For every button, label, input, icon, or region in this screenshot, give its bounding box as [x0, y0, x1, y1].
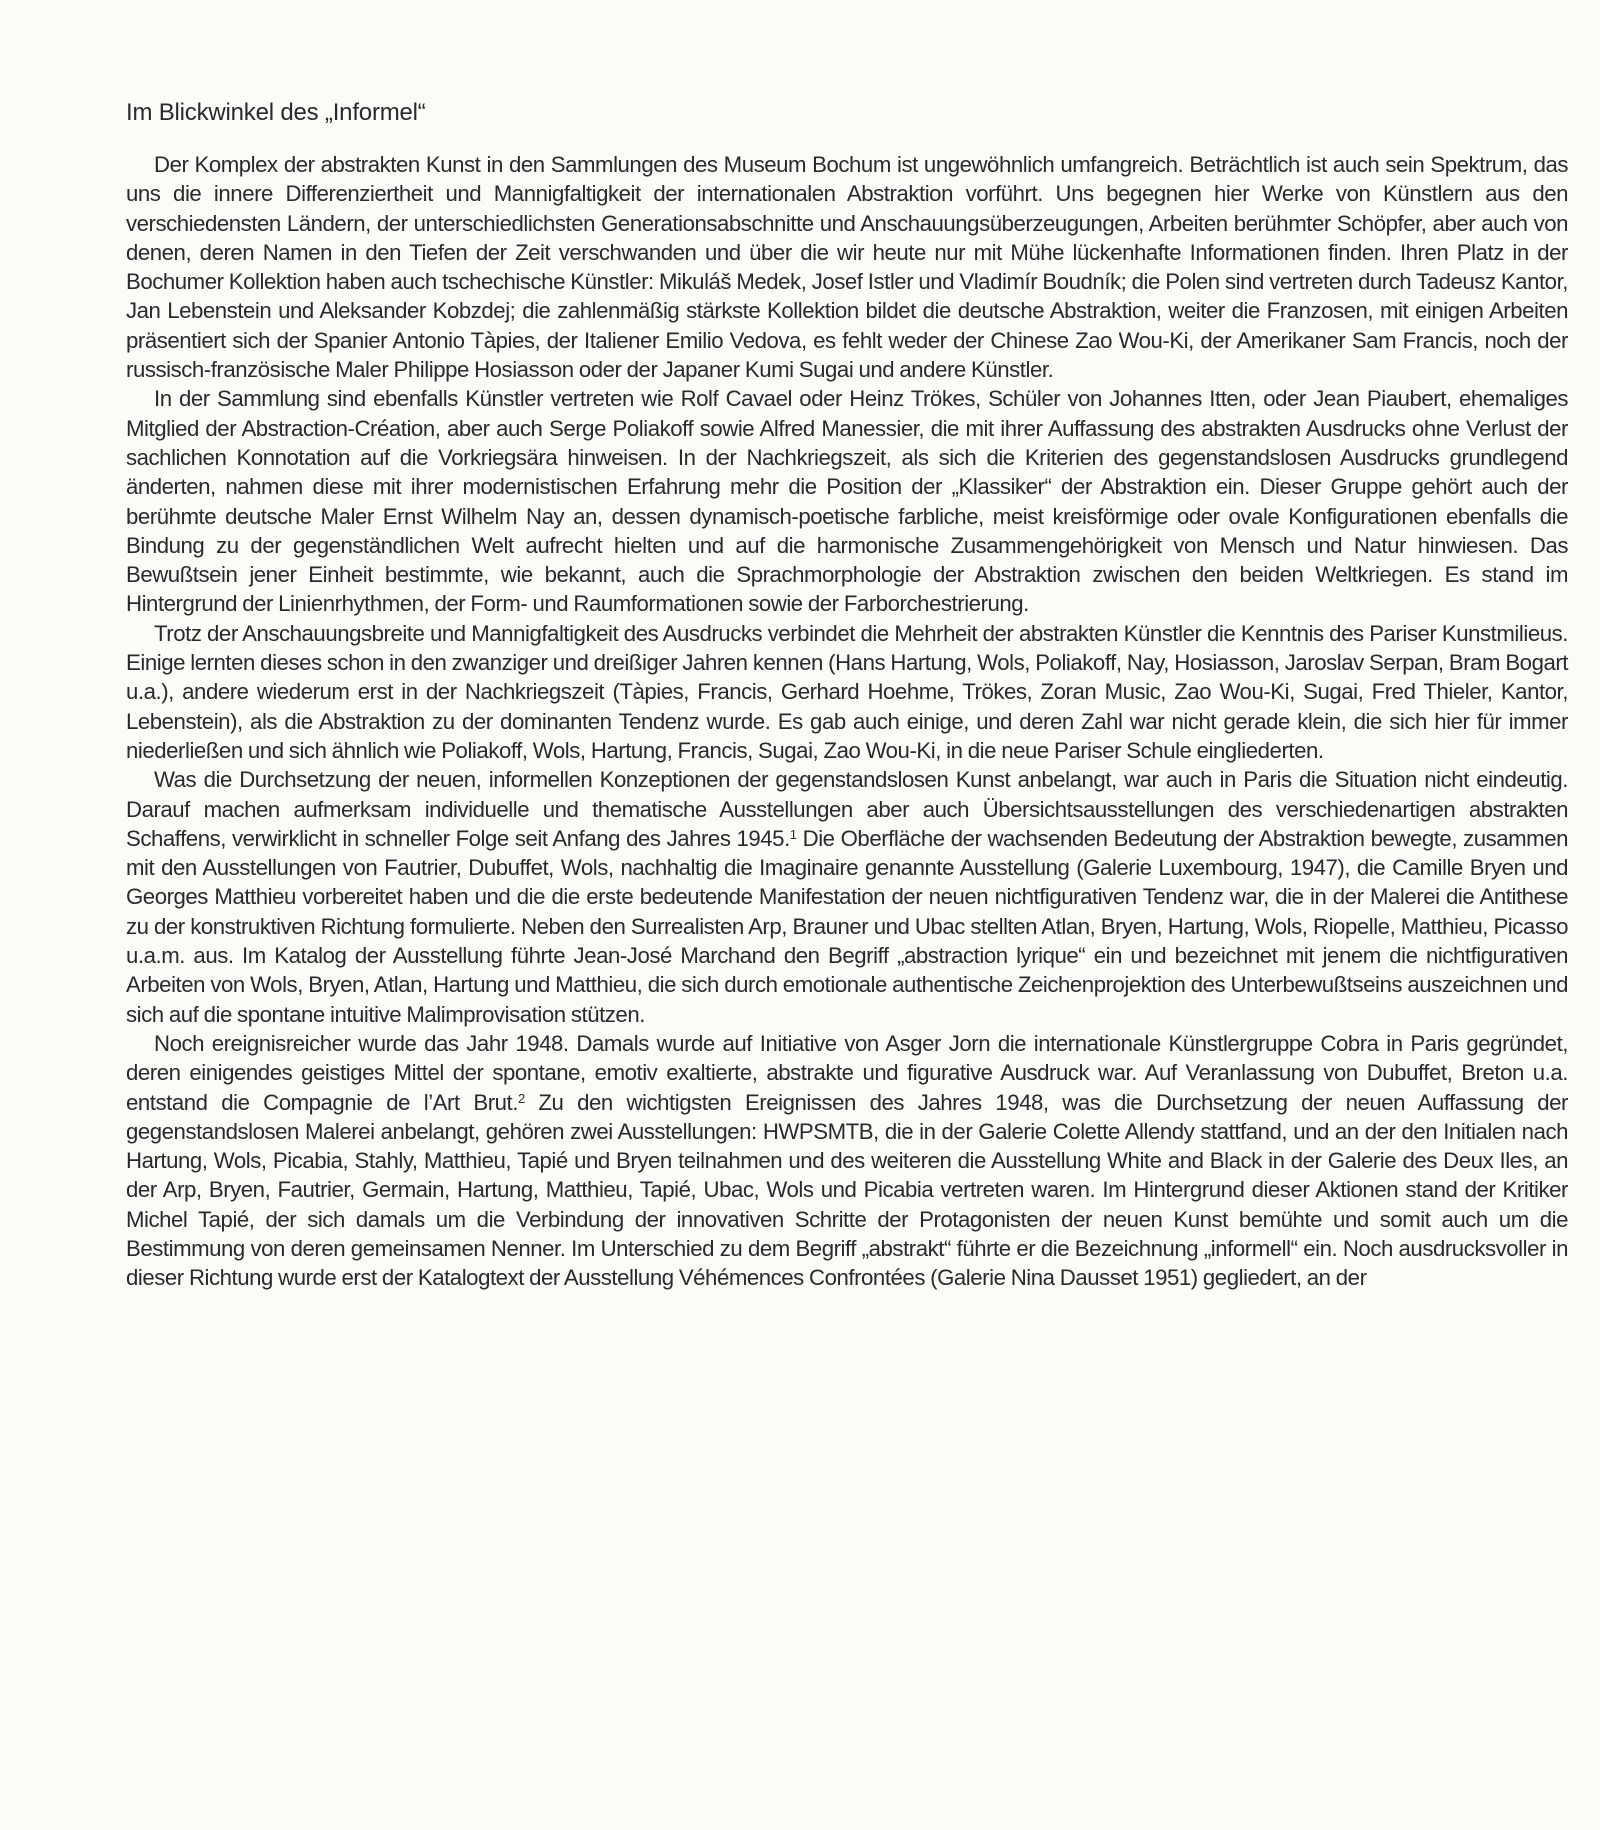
paragraph-4 [126, 765, 1568, 1029]
paragraph-5 [126, 1029, 1568, 1293]
paragraph-1: Der Komplex der abstrakten Kunst in den Sammlungen des Museum Bochum ist ungewöhnlich umfangreich. Beträchtlich ist auch sein Spektrum, das uns die innere Differenziertheit und Mannigfaltigkeit der internationalen Abstraktion vorführt. Uns begegnen hier Werke von Künstlern aus den verschiedensten Ländern, der unterschiedlichsten Generationsabschnitte und Anschauungsüberzeugungen, Arbeiten berühmter Schöpfer, aber auch von denen, deren Namen in den Tiefen der Zeit verschwanden und über die wir heute nur mit Mühe lückenhafte Informationen finden. Ihren Platz in der Bochumer Kollektion haben auch tschechische Künstler: Mikuláš Medek, Josef Istler und Vladimír Boudník; die Polen sind vertreten durch Tadeusz Kantor, Jan Lebenstein und Aleksander Kobzdej; die zahlenmäßig stärkste Kollektion bildet die deutsche Abstraktion, weiter die Franzosen, mit einigen Arbeiten präsentiert sich der Spanier Antonio Tàpies, der Italiener Emilio Vedova, es fehlt weder der Chinese Zao Wou-Ki, der Amerikaner Sam Francis, noch der russisch-französische Maler Philippe Hosiasson oder der Japaner Kumi Sugai und andere Künstler. [126, 152, 1568, 383]
paragraph-3: Trotz der Anschauungsbreite und Mannigfaltigkeit des Ausdrucks verbindet die Mehrheit der abstrakten Künstler die Kenntnis des Pariser Kunstmilieus. Einige lernten dieses schon in den zwanziger und dreißiger Jahren kennen (Hans Hartung, Wols, Poliakoff, Nay, Hosiasson, Jaroslav Serpan, Bram Bogart u.a.), andere wiederum erst in der Nachkriegszeit (Tàpies, Francis, Gerhard Hoehme, Trökes, Zoran Music, Zao Wou-Ki, Sugai, Fred Thieler, Kantor, Lebenstein), als die Abstraktion zu der dominanten Tendenz wurde. Es gab auch einige, und deren Zahl war nicht gerade klein, die sich hier für immer niederließen und sich ähnlich wie Poliakoff, Wols, Hartung, Francis, Sugai, Zao Wou-Ki, in die neue Pariser Schule eingliederten. [126, 620, 1568, 763]
body-text [126, 150, 1568, 1293]
section-heading: Im Blickwinkel des „Informel“ [126, 99, 426, 126]
paragraph-2: In der Sammlung sind ebenfalls Künstler vertreten wie Rolf Cavael oder Heinz Trökes, Schüler von Johannes Itten, oder Jean Piaubert, ehemaliges Mitglied der Abstraction-Création, aber auch Serge Poliakoff sowie Alfred Manessier, die mit ihrer Auffassung des abstrakten Ausdrucks ohne Verlust der sachlichen Konnotation auf die Vorkriegsära hinweisen. In der Nachkriegszeit, als sich die Kriterien des gegenstandslosen Ausdrucks grundlegend änderten, nahmen diese mit ihrer modernistischen Erfahrung mehr die Position der „Klassiker“ der Abstraktion ein. Dieser Gruppe gehört auch der berühmte deutsche Maler Ernst Wilhelm Nay an, dessen dynamisch-poetische farbliche, meist kreisförmige oder ovale Konfigurationen ebenfalls die Bindung zu der gegenständlichen Welt aufrecht hielten und auf die harmonische Zusammengehörigkeit von Mensch und Natur hinwiesen. Das Bewußtsein jener Einheit bestimmte, wie bekannt, auch die Sprachmorphologie der Abstraktion zwischen den beiden Weltkriegen. Es stand im Hintergrund der Linienrhythmen, der Form- und Raumformationen sowie der Farborchestrierung. [126, 386, 1568, 617]
footnote-ref-1: 1 [789, 826, 797, 842]
paragraph-4-text: Was die Durchsetzung der neuen, informellen Konzeptionen der gegenstandslosen Kunst anbelangt, war auch in Paris die Situation nicht eindeutig. Darauf machen aufmerksam individuelle und thematische Ausstellungen aber auch Übersichtsausstellungen des verschiedenartigen abstrakten Schaffens, verwirklicht in schneller Folge seit Anfang des Jahres 1945. [126, 767, 1568, 851]
paragraph-4-rest: Die Oberfläche der wachsenden Bedeutung der Abstraktion bewegte, zusammen mit den Ausstellungen von Fautrier, Dubuffet, Wols, nachhaltig die Imaginaire genannte Ausstellung (Galerie Luxembourg, 1947), die Camille Bryen und Georges Matthieu vorbereitet haben und die die erste bedeutende Manifestation der neuen nichtfigurativen Tendenz war, die in der Malerei die Antithese zu der konstruktiven Richtung formulierte. Neben den Surrealisten Arp, Brauner und Ubac stellten Atlan, Bryen, Hartung, Wols, Riopelle, Matthieu, Picasso u.a.m. aus. Im Katalog der Ausstellung führte Jean-José Marchand den Begriff „abstraction lyrique“ ein und bezeichnet mit jenem die nichtfigurativen Arbeiten von Wols, Bryen, Atlan, Hartung und Matthieu, die sich durch emotionale authentische Zeichenprojektion des Unterbewußtseins auszeichnen und sich auf die spontane intuitive Malimprovisation stützen. [126, 825, 1568, 1027]
paragraph-5-text: Noch ereignisreicher wurde das Jahr 1948. Damals wurde auf Initiative von Asger Jorn die internationale Künstlergruppe Cobra in Paris gegründet, deren einigendes geistiges Mittel der spontane, emotiv exaltierte, abstrakte und figurative Ausdruck war. Auf Veranlassung von Dubuffet, Breton u.a. entstand die Compagnie de l’Art Brut. [126, 1030, 1568, 1115]
footnote-ref-2: 2 [517, 1090, 525, 1106]
paragraph-5-rest: Zu den wichtigsten Ereignissen des Jahres 1948, was die Durchsetzung der neuen Auffassung der gegenstandslosen Malerei anbelangt, gehören zwei Ausstellungen: HWPSMTB, die in der Galerie Colette Allendy stattfand, und an der den Initialen nach Hartung, Wols, Picabia, Stahly, Matthieu, Tapié und Bryen teilnahmen und des weiteren die Ausstellung White and Black in der Galerie des Deux Iles, an der Arp, Bryen, Fautrier, Germain, Hartung, Matthieu, Tapié, Ubac, Wols und Picabia vertreten waren. Im Hintergrund dieser Aktionen stand der Kritiker Michel Tapié, der sich damals um die Verbindung der innovativen Schritte der Protagonisten der neuen Kunst bemühte und somit auch um die Bestimmung von deren gemeinsamen Nenner. Im Unterschied zu dem Begriff „abstrakt“ führte er die Bezeichnung „informell“ ein. Noch ausdrucksvoller in dieser Richtung wurde erst der Katalogtext der Ausstellung Véhémences Confrontées (Galerie Nina Dausset 1951) gegliedert, an der [126, 1089, 1568, 1291]
